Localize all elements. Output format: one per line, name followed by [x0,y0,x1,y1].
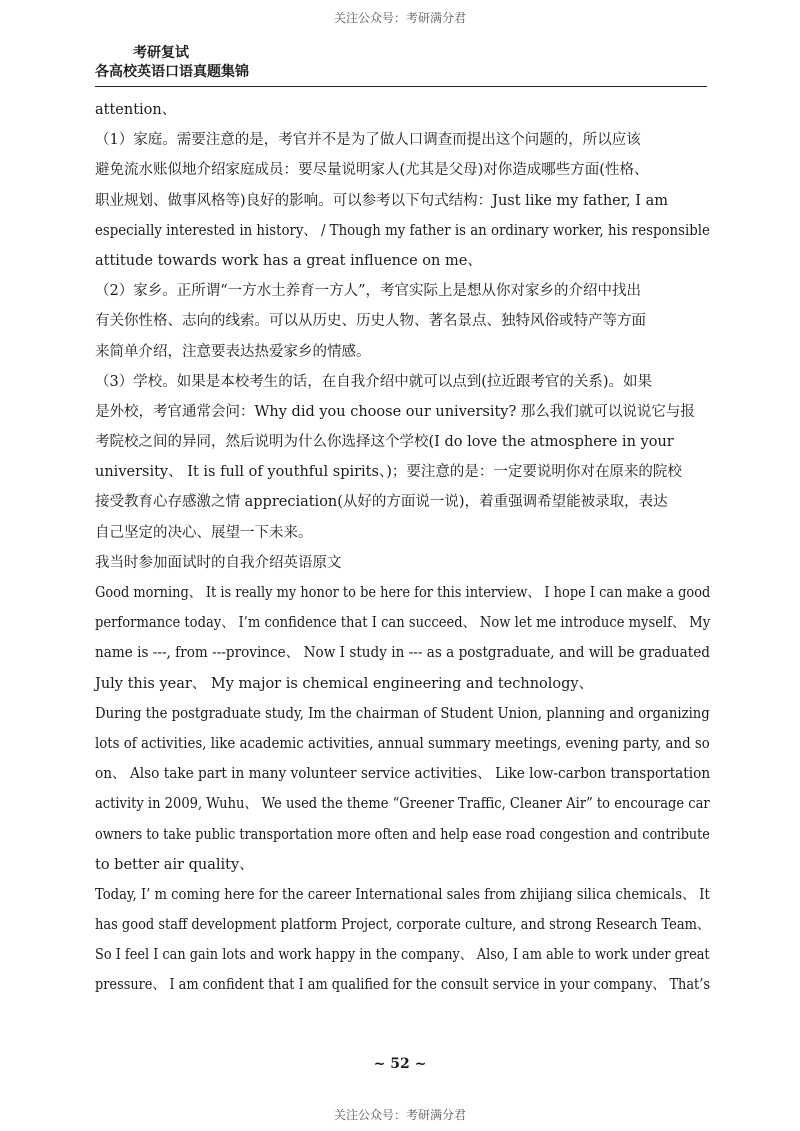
text-line: Today, I’ m coming here for the career International sales from zhijiang silica chemicals、 It [95,886,710,903]
text-line: especially interested in history、 / Though my father is an ordinary worker, his responsible [95,222,710,239]
text-line: attitude towards work has a great influence on me、 [95,252,482,269]
text-line: 避免流水账似地介绍家庭成员：要尽量说明家人(尤其是父母)对你造成哪些方面(性格、 [95,162,649,179]
text-line: 接受教育心存感激之情 appreciation(从好的方面说一说)，着重强调希望能被录取，表达 [95,494,668,511]
text-line: performance today、 I’m confidence that I can succeed、 Now let me introduce myself、 My [95,615,711,632]
header-subtitle: 各高校英语口语真题集锦 [95,64,249,80]
text-line: 职业规划、做事风格等)良好的影响。可以参考以下句式结构：Just like my father, I am [95,192,669,209]
text-line: lots of activities, like academic activities, annual summary meetings, evening party, and so [95,735,710,752]
text-line: So I feel I can gain lots and work happy in the company、 Also, I am able to work under great [95,947,710,964]
text-line: attention、 [95,102,177,118]
text-line: 有关你性格、志向的线索。可以从历史、历史人物、著名景点、独特风俗或特产等方面 [95,313,646,330]
text-line: （3）学校。如果是本校考生的话，在自我介绍中就可以点到(拉近跟考官的关系)。如果 [95,373,653,390]
text-line: 考院校之间的异同，然后说明为什么你选择这个学校(I do love the atmosphere in your [95,434,674,451]
text-line: （2）家乡。正所谓“一方水土养育一方人”，考官实际上是想从你对家乡的介绍中找出 [95,283,642,300]
text-line: July this year、 My major is chemical engineering and technology、 [95,675,594,692]
text-line: pressure、 I am confident that I am qualified for the consult service in your company、 That’s [95,977,710,994]
document-body [95,95,710,1001]
text-line: on、 Also take part in many volunteer service activities、 Like low-carbon transportation [95,766,711,783]
text-line: During the postgraduate study, Im the chairman of Student Union, planning and organizing [95,705,710,722]
text-line: owners to take public transportation more often and help ease road congestion and contribute [95,826,710,843]
text-line: name is ---, from ---province、 Now I study in --- as a postgraduate, and will be graduated [95,645,710,662]
text-line: 自己坚定的决心、展望一下未来。 [95,524,313,541]
text-line: has good staff development platform Project, corporate culture, and strong Research Team、 [95,917,710,934]
header-divider [95,86,707,87]
text-line: 来简单介绍，注意要表达热爱家乡的情感。 [95,343,371,360]
bottom-watermark: 关注公众号：考研满分君 [333,1108,466,1122]
text-line: （1）家庭。需要注意的是，考官并不是为了做人口调查而提出这个问题的，所以应该 [95,132,641,149]
header-title: 考研复试 [133,45,189,61]
page-header [95,44,710,82]
text-line: 是外校，考官通常会问：Why did you choose our university? 那么我们就可以说说它与报 [95,403,695,420]
text-line: 我当时参加面试时的自我介绍英语原文 [95,554,342,571]
top-watermark: 关注公众号：考研满分君 [333,11,466,25]
page-number: ~ 52 ~ [373,1056,427,1072]
text-line: university、 It is full of youthful spirits、)；要注意的是：一定要说明你对在原来的院校 [95,464,682,481]
text-line: Good morning、 It is really my honor to be here for this interview、 I hope I can make a good [95,585,711,601]
text-line: activity in 2009, Wuhu、 We used the theme “Greener Traffic, Cleaner Air” to encourage car [95,796,710,813]
text-line: to better air quality、 [95,856,254,873]
